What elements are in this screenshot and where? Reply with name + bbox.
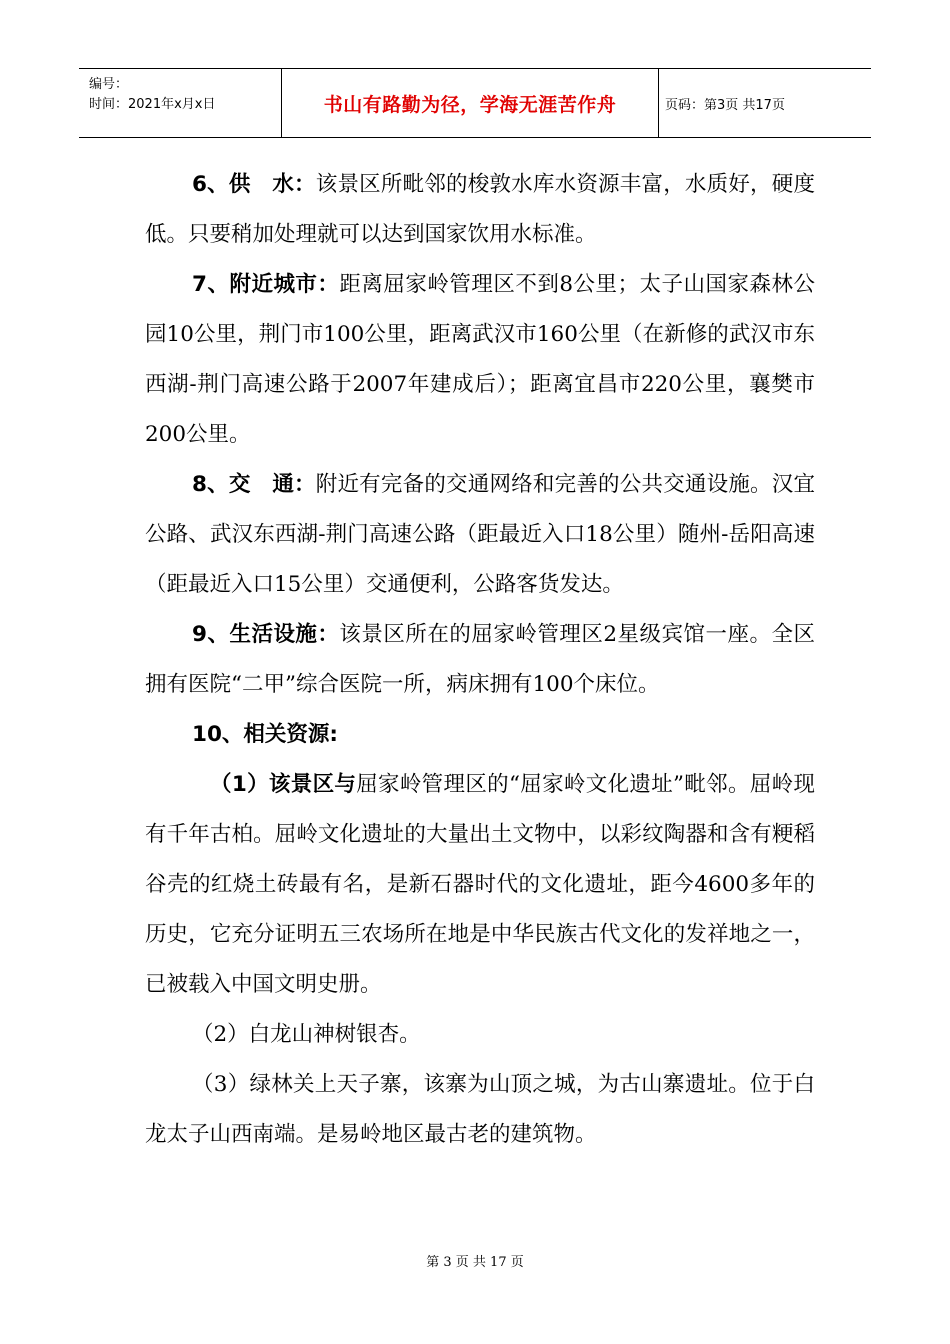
paragraph-related-resources: [145, 710, 815, 760]
paragraph-text: （3）绿林关上天子寨，该寨为山顶之城，为古山寨遗址。位于白龙太子山西南端。是易岭地区最古老的建筑物。: [145, 1072, 815, 1147]
paragraph-text: 屈家岭管理区的“屈家岭文化遗址”毗邻。屈岭现有千年古柏。屈岭文化遗址的大量出土文物中，以彩纹陶器和含有粳稻谷壳的红烧土砖最有名，是新石器时代的文化遗址，距今4600多年的历史，它充分证明五三农场所在地是中华民族古代文化的发祥地之一，已被载入中国文明史册。: [145, 772, 815, 997]
paragraph-resource-1: [145, 760, 815, 1010]
paragraph-text: 附近有完备的交通网络和完善的公共交通设施。汉宜公路、武汉东西湖-荆门高速公路（距最近入口18公里）随州-岳阳高速（距最近入口15公里）交通便利，公路客货发达。: [145, 472, 815, 597]
paragraph-text: 距离屈家岭管理区不到8公里；太子山国家森林公园10公里，荆门市100公里，距离武汉市160公里（在新修的武汉市东西湖-荆门高速公路于2007年建成后）；距离宜昌市220公里，襄樊市200公里。: [145, 272, 815, 447]
paragraph-heading: 10、相关资源:: [192, 722, 339, 747]
paragraph-heading: 7、附近城市：: [192, 272, 340, 297]
paragraph-text: 该景区所毗邻的梭敦水库水资源丰富，水质好，硬度低。只要稍加处理就可以达到国家饮用水标准。: [145, 172, 815, 247]
motto-text: 书山有路勤为径，学海无涯苦作舟: [323, 93, 617, 116]
paragraph-facilities: [145, 610, 815, 710]
header-motto-cell: [281, 69, 659, 137]
paragraph-heading: 9、生活设施：: [192, 622, 340, 647]
paragraph-transport: [145, 460, 815, 610]
time-label: 时间：2021年x月x日: [89, 97, 216, 112]
paragraph-heading: 8、交 通：: [192, 472, 316, 497]
number-label: 编号：: [89, 77, 129, 92]
header-page-info: [657, 69, 879, 137]
page-footer: [0, 1251, 950, 1270]
header-meta: [79, 69, 281, 137]
paragraph-heading: （1）该景区与: [210, 772, 357, 797]
paragraph-text: （2）白龙山神树银杏。: [192, 1022, 421, 1047]
paragraph-text: 该景区所在的屈家岭管理区2星级宾馆一座。全区拥有医院“二甲”综合医院一所，病床拥有100个床位。: [145, 622, 815, 697]
page-info-text: 页码：第3页 共17页: [665, 97, 785, 113]
footer-page-number: 第 3 页 共 17 页: [426, 1255, 524, 1270]
page-header: [79, 68, 871, 138]
document-body: [145, 160, 815, 1160]
paragraph-nearby-cities: [145, 260, 815, 460]
paragraph-heading: 6、供 水：: [192, 172, 316, 197]
paragraph-resource-3: [145, 1060, 815, 1160]
paragraph-water-supply: [145, 160, 815, 260]
paragraph-resource-2: [145, 1010, 815, 1060]
